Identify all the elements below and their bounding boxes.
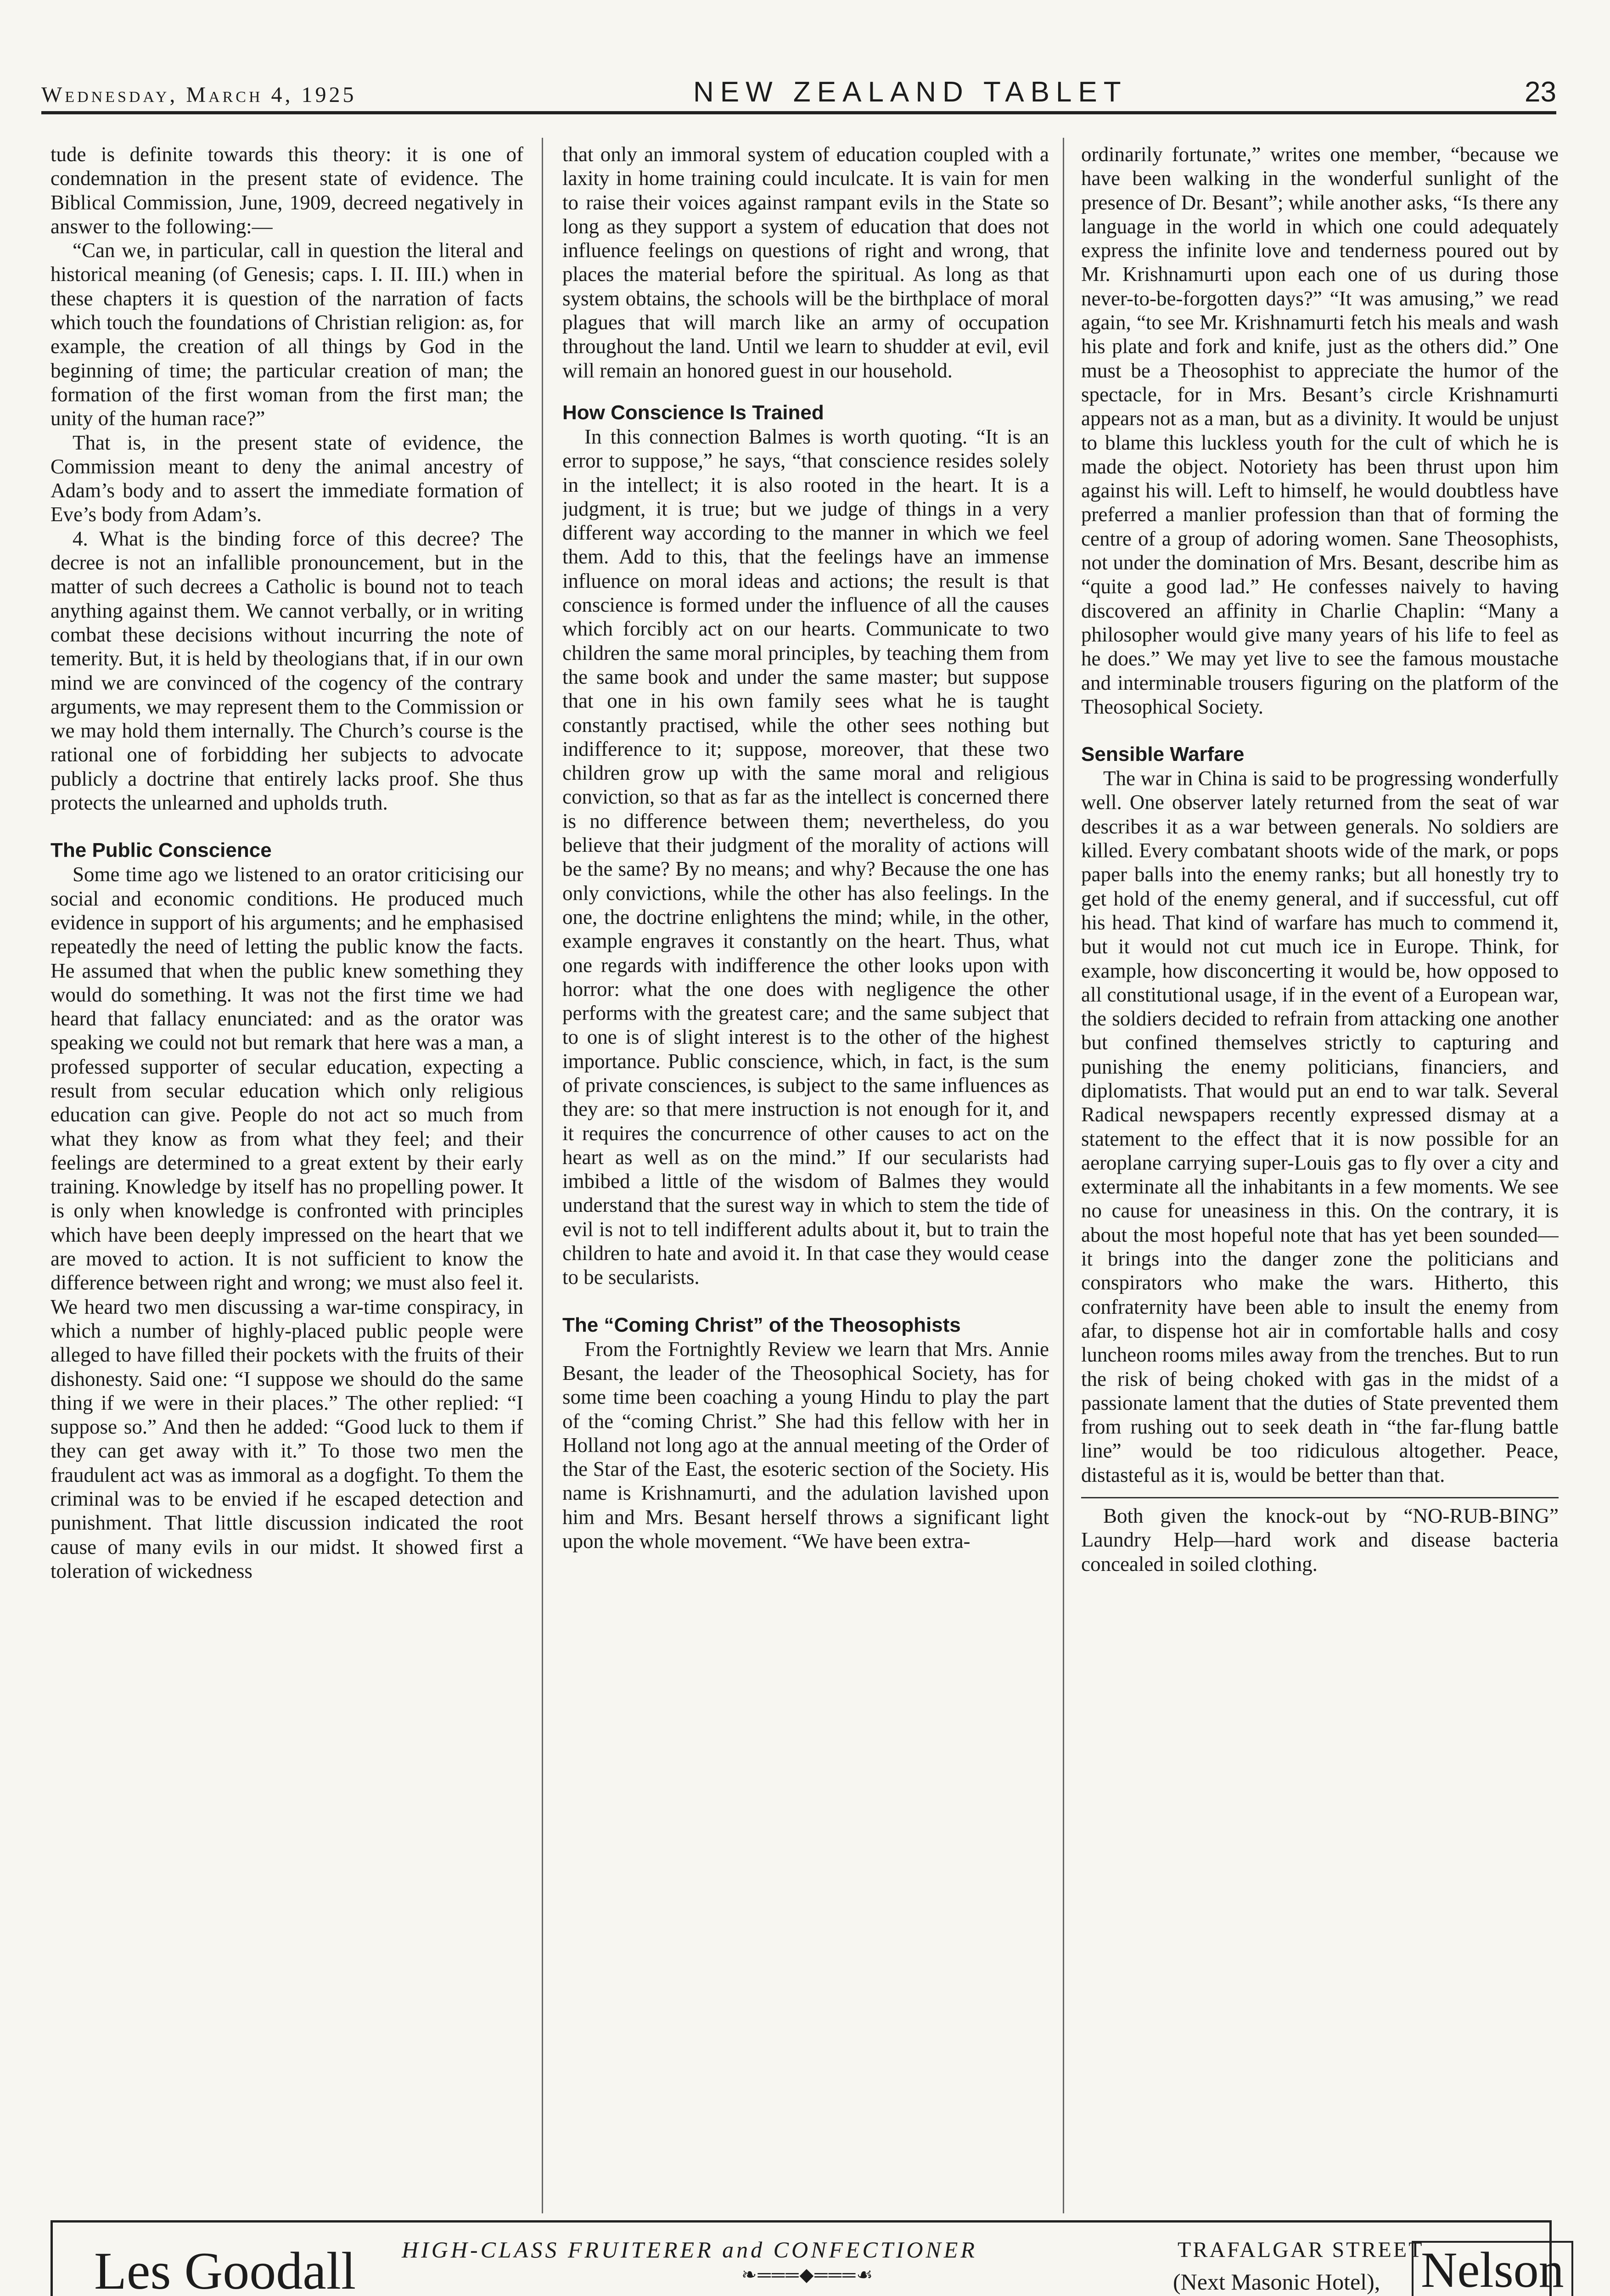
section-heading-public-conscience: The Public Conscience (50, 839, 272, 862)
column-1 (50, 142, 523, 2209)
paragraph: From the Fortnightly Review we learn that Mrs. Annie Besant, the leader of the Theosophical Society, has for some time been coaching a young Hindu to play the part of the “coming Christ.” She had this fellow with her in Holland not long ago at the annual meeting of the Order of the Star of the East, the esoteric section of the Society. His name is Krishnamurti, and the adulation lavished upon him and Mrs. Besant herself throws a significant light upon the whole movement. “We have been extra- (562, 1337, 1049, 1553)
section-heading-coming-christ: The “Coming Christ” of the Theosophists (562, 1313, 961, 1336)
paragraph: That is, in the present state of evidence, the Commission meant to deny the animal ancestry of Adam’s body and to assert the immediate formation of Eve’s body from Adam’s. (50, 431, 523, 526)
publication-title: NEW ZEALAND TABLET (693, 76, 1128, 108)
column-divider (542, 138, 543, 2213)
column-3 (1081, 142, 1559, 2209)
advertisement-notice: Both given the knock-out by “NO-RUB-BING” Laundry Help—hard work and disease bacteria concealed in soiled clothing. (1081, 1504, 1559, 1576)
paragraph: In this connection Balmes is worth quoting. “It is an error to suppose,” he says, “that conscience resides solely in the intellect; it is also rooted in the heart. It is a judgment, it is true; but we judge of things in a very different way according to the manner in which we feel them. Add to this, that the feelings have an immense influence on moral ideas and actions; the result is that conscience is formed under the influence of all the causes which forcibly act on our hearts. Communicate to two children the same moral principles, by teaching them from the same book and under the same master; but suppose that one in his own family sees what he is taught constantly practised, while the other sees nothing but indifference to it; suppose, moreover, that these two children grow up with the same moral and religious conviction, so that as far as the intellect is concerned there is no difference between them; nevertheless, do you believe that their judgment of the morality of actions will be the same? By no means; and why? Because the one has only convictions, while the other has also feelings. In the one, the doctrine enlightens the mind; while, in the other, example engraves it constantly on the heart. Thus, what one regards with indifference the other looks upon with horror: what the one does with negligence the other performs with the greatest care; and the same subject that to one is of slight interest is to the other of the highest importance. Public conscience, which, in fact, is the sum of private consciences, is subject to the same influences as they are: so that mere instruction is not enough for it, and it requires the concurrence of other causes to act on the heart as well as on the mind.” If our secularists had imbibed a little of the wisdom of Balmes they would understand that the surest way in which to stem the tide of evil is not to tell indifferent adults about it, but to train the children to hate and avoid it. In that case they would cease to be secularists. (562, 425, 1049, 1289)
quotation: “Can we, in particular, call in question the literal and historical meaning (of Genesis; caps. I. II. III.) when in these chapters it is question of the narration of facts which touch the foundations of Christian religion: as, for example, the creation of all things by God in the beginning of time; the particular creation of man; the formation of the first woman from the first man; the unity of the human race?” (50, 239, 523, 430)
paragraph: ordinarily fortunate,” writes one member, “because we have been walking in the wonderful sunlight of the presence of Dr. Besant”; while another asks, “Is there any language in the world in which one could adequately express the infinite love and tenderness poured out by Mr. Krishnamurti upon each one of us during those never-to-be-forgotten days?” “It was amusing,” we read again, “to see Mr. Krishnamurti fetch his meals and wash his plate and fork and knife, just as the others did.” One must be a Theosophist to appreciate the humor of the spectacle, for in Mrs. Besant’s circle Krishnamurti appears not as a man, but as a divinity. It would be unjust to blame this luckless youth for the cult of which he is made the object. Notoriety has been thrust upon him against his will. Left to himself, he would doubtless have preferred a manlier profession than that of forming the centre of a group of adoring women. Sane Theosophists, not under the domination of Mrs. Besant, describe him as “quite a good lad.” He confesses naively to having discovered an affinity in Charlie Chaplin: “Many a philosopher would give many years of his life to feel as he does.” We may yet live to see the famous moustache and interminable trousers figuring on the platform of the Theosophical Society. (1081, 143, 1559, 718)
advertiser-name: Les Goodall (94, 2242, 356, 2296)
paragraph: tude is definite towards this theory: it is one of condemnation in the present state of evidence. The Biblical Commission, June, 1909, decreed negatively in answer to the following:— (50, 143, 523, 238)
column-2 (562, 142, 1049, 2209)
page-number: 23 (1525, 76, 1556, 108)
paragraph: 4. What is the binding force of this decree? The decree is not an infallible pronouncement, but in the matter of such decrees a Catholic is bound not to teach anything against them. We cannot verbally, or in writing combat these decisions without incurring the note of temerity. But, it is held by theologians that, if in our own mind we are convinced of the cogency of the contrary arguments, we may represent them to the Commission or we may hold them internally. The Church’s course is the rational one of forbidding her subjects to advocate publicly a doctrine that entirely lacks proof. She thus protects the unlearned and upholds truth. (50, 527, 523, 815)
advertiser-street: TRAFALGAR STREET (1178, 2238, 1424, 2262)
advertiser-tagline: HIGH-CLASS FRUITERER and CONFECTIONER (402, 2237, 977, 2262)
masthead (41, 69, 1556, 114)
issue-date: Wednesday, March 4, 1925 (41, 83, 357, 107)
advertiser-city: Nelson (1412, 2241, 1573, 2296)
advertisement-box (50, 2220, 1564, 2296)
column-divider (1063, 138, 1064, 2213)
ornament-icon: ❧═══◆═══☙ (741, 2264, 874, 2285)
advertiser-landmark: (Next Masonic Hotel), (1173, 2269, 1380, 2295)
paragraph: Some time ago we listened to an orator criticising our social and economic conditions. He produced much evidence in support of his arguments; and he emphasised repeatedly the need of letting the public know the facts. He assumed that when the public knew something they would do something. It was not the first time we had heard that fallacy enunciated: and as the orator was speaking we could not but remark that here was a man, a professed supporter of secular education, expecting a result from secular education which only religious education can give. People do not act so much from what they know as from what they feel; and their feelings are determined to a great extent by their early training. Knowledge by itself has no propelling power. It is only when knowledge is confronted with principles which have been deeply impressed on the heart that we are moved to action. It is not sufficient to know the difference between right and wrong; we must also feel it. We heard two men discussing a war-time conspiracy, in which a number of highly-placed public people were alleged to have filled their pockets with the fruits of their dishonesty. Said one: “I suppose we should do the same thing if we were in their places.” The other replied: “I suppose so.” And then he added: “Good luck to them if they can get away with it.” To those two men the fraudulent act was as immoral as a dogfight. To them the criminal was to be envied if he escaped detection and punishment. That little discussion indicated the root cause of many evils in our midst. It showed first a toleration of wickedness (50, 863, 523, 1582)
section-heading-sensible-warfare: Sensible Warfare (1081, 743, 1245, 766)
section-heading-conscience-trained: How Conscience Is Trained (562, 401, 824, 424)
paragraph: The war in China is said to be progressing wonderfully well. One observer lately returned from the seat of war describes it as a war between generals. No soldiers are killed. Every combatant shoots wide of the mark, or pops paper balls into the enemy ranks; but all honestly try to get hold of the enemy general, and if successful, cut off his head. That kind of warfare has much to commend it, but it would not cut much ice in Europe. Think, for example, how disconcerting it would be, how opposed to all constitutional usage, if in the event of a European war, the soldiers decided to refrain from attacking one another but confined themselves strictly to capturing and punishing the enemy politicians, financiers, and diplomatists. That would put an end to war talk. Several Radical newspapers recently expressed dismay at a statement to the effect that it is now possible for an aeroplane carrying super-Louis gas to fly over a city and exterminate all the inhabitants in a few moments. We see no cause for uneasiness in this. On the contrary, it is about the most hopeful note that has yet been sounded—it brings into the danger zone the politicians and conspirators who make the wars. Hitherto, this confraternity have been able to insult the enemy from afar, to dispense hot air in comfortable halls and cosy luncheon rooms miles away from the trenches. But to run the risk of being choked with gas in the midst of a passionate lament that the duties of State prevented them from rushing out to seek death in “the far-flung battle line” would be too ridiculous altogether. Peace, distasteful as it is, would be better than that. (1081, 767, 1559, 1486)
divider (1081, 1497, 1559, 1498)
paragraph: that only an immoral system of education coupled with a laxity in home training could inculcate. It is vain for men to raise their voices against rampant evils in the State so long as they support a system of education that does not influence feelings on questions of right and wrong, that places the material before the spiritual. As long as that system obtains, the schools will be the birthplace of moral plagues that will march like an army of occupation throughout the land. Until we learn to shudder at evil, evil will remain an honored guest in our household. (562, 143, 1049, 382)
